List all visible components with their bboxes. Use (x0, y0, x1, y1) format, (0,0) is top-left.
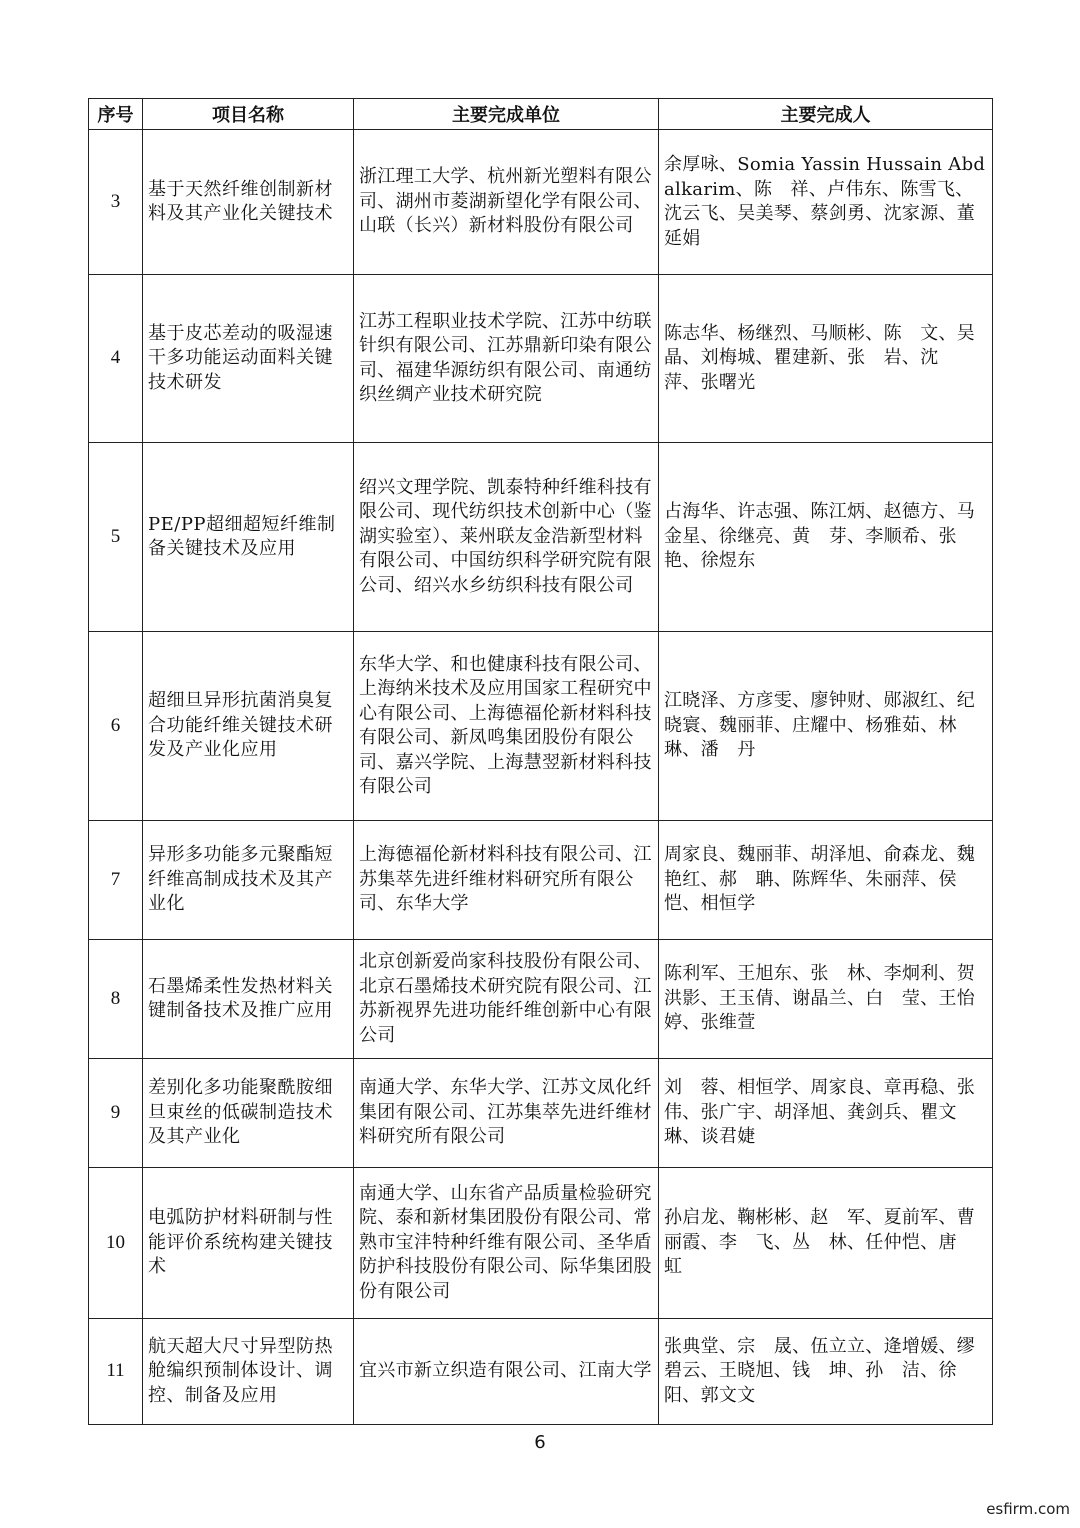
header-no: 序号 (89, 99, 143, 130)
row-no: 10 (89, 1168, 143, 1319)
table-row (89, 275, 993, 443)
main-units: 南通大学、东华大学、江苏文凤化纤集团有限公司、江苏集萃先进纤维材料研究所有限公司 (354, 1059, 659, 1168)
page-number: 6 (534, 1432, 546, 1453)
header-project-name: 项目名称 (143, 99, 354, 130)
project-name: 电弧防护材料研制与性能评价系统构建关键技术 (143, 1168, 354, 1319)
row-no: 7 (89, 821, 143, 940)
row-no: 11 (89, 1319, 143, 1425)
project-name: 基于天然纤维创制新材料及其产业化关键技术 (143, 130, 354, 275)
project-name: 基于皮芯差动的吸湿速干多功能运动面料关键技术研发 (143, 275, 354, 443)
table-row (89, 443, 993, 632)
project-name: 航天超大尺寸异型防热舱编织预制体设计、调控、制备及应用 (143, 1319, 354, 1425)
main-people: 占海华、许志强、陈江炳、赵德方、马金星、徐继亮、黄 芽、李顺希、张 艳、徐煜东 (659, 443, 993, 632)
project-name: 石墨烯柔性发热材料关键制备技术及推广应用 (143, 940, 354, 1059)
main-people: 孙启龙、鞠彬彬、赵 军、夏前军、曹丽霞、李 飞、丛 林、任仲恺、唐 虹 (659, 1168, 993, 1319)
main-units: 北京创新爱尚家科技股份有限公司、北京石墨烯技术研究院有限公司、江苏新视界先进功能纤维创新中心有限公司 (354, 940, 659, 1059)
row-no: 6 (89, 632, 143, 821)
main-units: 上海德福伦新材料科技有限公司、江苏集萃先进纤维材料研究所有限公司、东华大学 (354, 821, 659, 940)
header-main-people: 主要完成人 (659, 99, 993, 130)
main-people: 张典堂、宗 晟、伍立立、逄增媛、缪碧云、王晓旭、钱 坤、孙 洁、徐 阳、郭文文 (659, 1319, 993, 1425)
awards-table (88, 98, 993, 1425)
project-name: 超细旦异形抗菌消臭复合功能纤维关键技术研发及产业化应用 (143, 632, 354, 821)
row-no: 5 (89, 443, 143, 632)
main-people: 余厚咏、Somia Yassin Hussain Abdalkarim、陈 祥、卢伟东、陈雪飞、沈云飞、吴美琴、蔡剑勇、沈家源、董延娟 (659, 130, 993, 275)
project-name: PE/PP超细超短纤维制备关键技术及应用 (143, 443, 354, 632)
main-units: 江苏工程职业技术学院、江苏中纺联针织有限公司、江苏鼎新印染有限公司、福建华源纺织有限公司、南通纺织丝绸产业技术研究院 (354, 275, 659, 443)
main-people: 江晓泽、方彦雯、廖钟财、郧淑红、纪晓寰、魏丽菲、庄耀中、杨雅茹、林 琳、潘 丹 (659, 632, 993, 821)
header-row (89, 99, 993, 130)
table-row (89, 1319, 993, 1425)
project-name: 异形多功能多元聚酯短纤维高制成技术及其产业化 (143, 821, 354, 940)
main-people: 陈利军、王旭东、张 林、李炯利、贺洪影、王玉倩、谢晶兰、白 莹、王怡婷、张维萱 (659, 940, 993, 1059)
row-no: 8 (89, 940, 143, 1059)
main-people: 陈志华、杨继烈、马顺彬、陈 文、吴 晶、刘梅城、瞿建新、张 岩、沈 萍、张曙光 (659, 275, 993, 443)
main-units: 宜兴市新立织造有限公司、江南大学 (354, 1319, 659, 1425)
table-row (89, 821, 993, 940)
main-units: 东华大学、和也健康科技有限公司、上海纳米技术及应用国家工程研究中心有限公司、上海德福伦新材料科技有限公司、新凤鸣集团股份有限公司、嘉兴学院、上海慧翌新材料科技有限公司 (354, 632, 659, 821)
main-units: 南通大学、山东省产品质量检验研究院、泰和新材集团股份有限公司、常熟市宝沣特种纤维有限公司、圣华盾防护科技股份有限公司、际华集团股份有限公司 (354, 1168, 659, 1319)
row-no: 3 (89, 130, 143, 275)
table-row (89, 130, 993, 275)
row-no: 9 (89, 1059, 143, 1168)
main-units: 绍兴文理学院、凯泰特种纤维科技有限公司、现代纺织技术创新中心（鉴湖实验室）、莱州联友金浩新型材料有限公司、中国纺织科学研究院有限公司、绍兴水乡纺织科技有限公司 (354, 443, 659, 632)
table-row (89, 1168, 993, 1319)
table-row (89, 1059, 993, 1168)
main-people: 刘 蓉、相恒学、周家良、章再稳、张 伟、张广宇、胡泽旭、龚剑兵、瞿文琳、谈君婕 (659, 1059, 993, 1168)
main-people: 周家良、魏丽菲、胡泽旭、俞森龙、魏艳红、郝 聃、陈辉华、朱丽萍、侯 恺、相恒学 (659, 821, 993, 940)
table-row (89, 632, 993, 821)
watermark: esfirm.com (986, 1500, 1070, 1518)
project-name: 差别化多功能聚酰胺细旦束丝的低碳制造技术及其产业化 (143, 1059, 354, 1168)
main-units: 浙江理工大学、杭州新光塑料有限公司、湖州市菱湖新望化学有限公司、山联（长兴）新材料股份有限公司 (354, 130, 659, 275)
row-no: 4 (89, 275, 143, 443)
table-row (89, 940, 993, 1059)
header-main-units: 主要完成单位 (354, 99, 659, 130)
